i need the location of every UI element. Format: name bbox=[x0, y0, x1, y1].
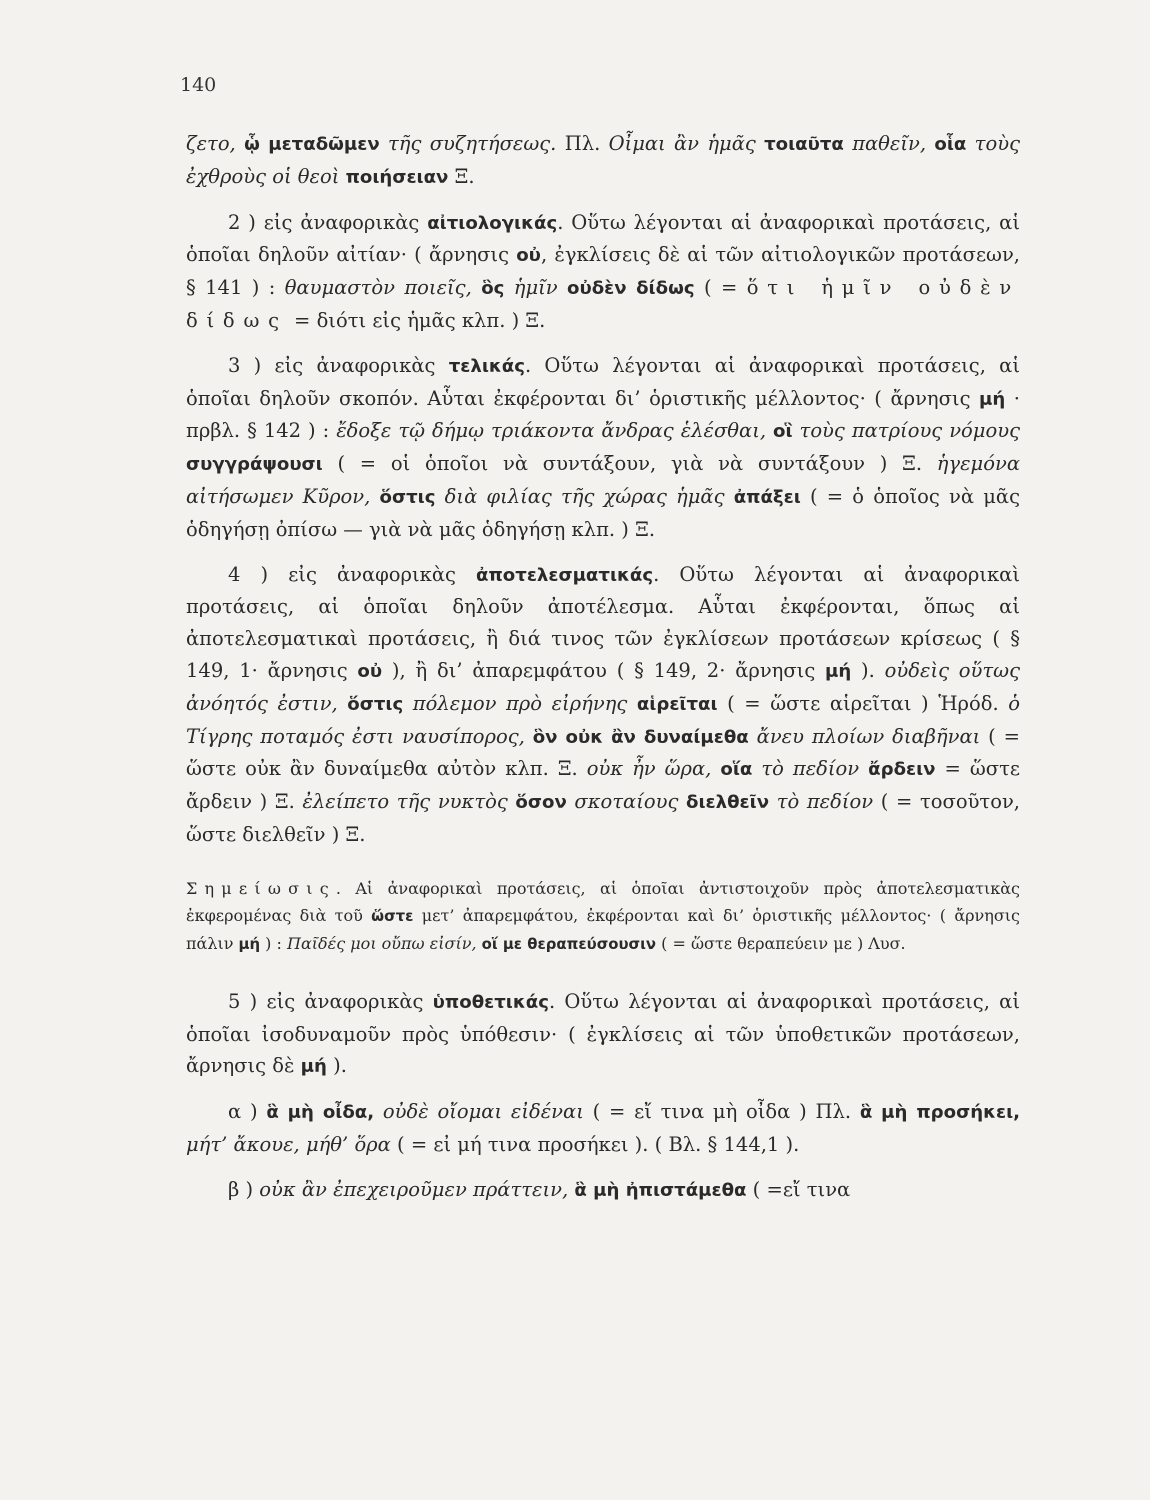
italic-example: οὐκ ἦν ὥρα, bbox=[586, 757, 721, 781]
italic-example: ἄνευ πλοίων διαβῆναι bbox=[748, 724, 989, 748]
text-run: μετ’ ἀπαρεμφάτου, ἐκφέρονται καὶ δι’ ὁριστικῆς μέλλοντος· ( ἄρνησις πάλιν bbox=[186, 905, 1020, 953]
bold-term: μή bbox=[825, 660, 852, 682]
italic-example: Παῖδές μοι οὔπω εἰσίν, bbox=[286, 933, 482, 953]
text-run: 2 ) εἰς ἀναφορικὰς bbox=[228, 210, 428, 234]
bold-term: ὅσον bbox=[515, 792, 567, 814]
bold-term: οἵα bbox=[720, 759, 753, 781]
bold-term: ὑποθετικάς bbox=[432, 991, 549, 1013]
text-run: ( = εἴ τινα μὴ οἶδα ) Πλ. bbox=[592, 1100, 860, 1124]
italic-example: τοὺς ἐχθροὺς οἱ θεοὶ bbox=[186, 132, 1020, 188]
bold-term: τοιαῦτα bbox=[764, 134, 844, 155]
bold-term: ἃ μὴ οἶδα, bbox=[266, 1102, 375, 1124]
text-run: . Οὕτω λέγονται αἱ ἀναφορικαὶ προτάσεις, αἱ ὁποῖαι ἰσοδυναμοῦν πρὸς ὑπόθεσιν· ( ἐγκλίσεις αἱ τῶν ὑποθετικῶν προτάσεων, ἄρνησις δὲ bbox=[186, 989, 1020, 1078]
text-run: ( = ὥστε οὐκ ἂν δυναίμεθα αὐτὸν κλπ. Ξ. bbox=[186, 724, 1020, 781]
italic-example: οὐκ ἂν ἐπεχειροῦμεν πράττειν, bbox=[259, 1177, 575, 1201]
text-run: 4 ) εἰς ἀναφορικὰς bbox=[228, 562, 477, 586]
text-run: ( = ὥστε αἱρεῖται ) Ἡρόδ. bbox=[717, 691, 1009, 715]
bold-term: διελθεῖν bbox=[686, 792, 770, 814]
text-run: ( =εἴ τινα bbox=[746, 1177, 851, 1201]
italic-example: ἐλείπετο τῆς νυκτὸς bbox=[302, 790, 516, 814]
paragraph bbox=[186, 128, 1020, 194]
text-run: Πλ. bbox=[564, 132, 609, 155]
bold-term: ἃ μὴ ἠπιστάμεθα bbox=[574, 1179, 747, 1201]
bold-term: ᾧ μεταδῶμεν bbox=[244, 134, 380, 155]
text-run: ), ἢ δι’ ἀπαρεμφάτου ( § 149, 2· ἄρνησις bbox=[382, 658, 826, 682]
text-run: ( = εἰ μή τινα προσήκει ). ( Βλ. § 144,1 ). bbox=[397, 1132, 800, 1156]
bold-term: μή bbox=[300, 1056, 327, 1078]
italic-example: ἔδοξε τῷ δήμῳ τριάκοντα ἄνδρας ἑλέσθαι, bbox=[336, 419, 774, 443]
text-run: β ) bbox=[228, 1177, 260, 1201]
text-run: Ξ. bbox=[448, 164, 475, 188]
italic-example: ἡμῖν bbox=[504, 276, 568, 300]
italic-example: τὸ πεδίον bbox=[752, 757, 869, 781]
bold-term: αἱρεῖται bbox=[636, 693, 718, 715]
text-run: ὅτι ἡμῖν οὐδὲν δίδως bbox=[186, 276, 1020, 332]
text-run: ( = ὥστε θεραπεύειν με ) Λυσ. bbox=[656, 933, 906, 953]
bold-term: ὅστις bbox=[347, 693, 404, 715]
text-run: . Οὕτω λέγονται αἱ ἀναφορικαὶ προτάσεις, αἱ ὁποῖαι δηλοῦν ἀποτέλεσμα. Αὗται ἐκφέρονται, ὅπως αἱ ἀποτελεσματικαὶ προτάσεις, ἢ διά τινος τῶν ἐγκλίσεων προτάσεων κρίσεως ( § 149, 1· ἄρνησις bbox=[186, 562, 1020, 682]
bold-term: οὐδὲν δίδως bbox=[567, 278, 695, 300]
bold-term: ὃν οὐκ ἂν δυναίμεθα bbox=[532, 726, 749, 748]
italic-example: διὰ φιλίας τῆς χώρας ἡμᾶς bbox=[435, 484, 734, 508]
text-column bbox=[186, 128, 1020, 1220]
bold-term: ἃ μὴ προσήκει, bbox=[859, 1102, 1021, 1124]
italic-example: τοὺς πατρίους νόμους bbox=[792, 419, 1020, 443]
italic-example: σκοταίους bbox=[566, 790, 687, 814]
bold-term: ὥστε bbox=[371, 906, 414, 925]
italic-example: Οἶμαι ἂν ἡμᾶς bbox=[608, 132, 765, 155]
italic-example: οὐδεὶς οὕτως ἀνόητός ἐστιν, bbox=[186, 658, 1021, 715]
bold-term: ποιήσειαν bbox=[345, 166, 449, 188]
bold-term: ὅστις bbox=[379, 486, 436, 508]
text-run: ). bbox=[851, 658, 885, 682]
paragraph bbox=[186, 350, 1020, 546]
bold-term: ἀποτελεσματικάς bbox=[476, 564, 654, 586]
text-run: . Οὕτω λέγονται αἱ ἀναφορικαὶ προτάσεις, αἱ ὁποῖαι δηλοῦν σκοπόν. Αὗται ἐκφέρονται δι’ ὁριστικῆς μέλλοντος· ( ἄρνησις bbox=[186, 353, 1020, 410]
italic-example: τῆς συζητήσεως. bbox=[379, 132, 565, 155]
text-run: . Αἱ ἀναφορικαὶ προτάσεις, αἱ ὁποῖαι ἀντιστοιχοῦν πρὸς ἀποτελεσματικὰς ἐκφερομένας διὰ τοῦ bbox=[186, 878, 1020, 925]
paragraph bbox=[186, 1174, 1020, 1207]
paragraph bbox=[186, 1096, 1020, 1161]
italic-example: ὁ Τίγρης ποταμός ἐστι ναυσίπορος, bbox=[186, 691, 1020, 748]
italic-example: παθεῖν, bbox=[843, 132, 935, 155]
bold-term: ἄρδειν bbox=[868, 759, 936, 781]
text-run: ) : bbox=[260, 933, 287, 953]
bold-term: οἳ bbox=[773, 421, 793, 443]
bold-term: ὃς bbox=[481, 278, 505, 300]
italic-example: μήτ’ ἄκουε, μήθ’ ὅρα bbox=[186, 1132, 398, 1156]
text-run: ( = ὁ ὁποῖος νὰ μᾶς ὁδηγήσῃ ὀπίσω — γιὰ νὰ μᾶς ὁδηγήσῃ κλπ. ) Ξ. bbox=[186, 484, 1020, 541]
bold-term: οἷα bbox=[934, 134, 967, 155]
italic-example: πόλεμον πρὸ εἰρήνης bbox=[403, 691, 637, 715]
text-run: . Οὕτω λέγονται αἱ ἀναφορικαὶ προτάσεις, αἱ ὁποῖαι δηλοῦν αἰτίαν· ( ἄρνησις bbox=[186, 210, 1020, 267]
text-run: 5 ) εἰς ἀναφορικὰς bbox=[228, 989, 433, 1013]
italic-example: θαυμαστὸν ποιεῖς, bbox=[284, 276, 482, 300]
text-run: ( = τοσοῦτον, ὥστε διελθεῖν ) Ξ. bbox=[186, 790, 1020, 846]
text-run: · πρβλ. § 142 ) : bbox=[186, 386, 1020, 443]
text-run: ). bbox=[326, 1054, 347, 1078]
text-run: ( = οἱ ὁποῖοι νὰ συντάξουν, γιὰ νὰ συντάξουν ) Ξ. bbox=[322, 452, 937, 476]
text-run: 3 ) εἰς ἀναφορικὰς bbox=[228, 353, 449, 377]
paragraph bbox=[186, 207, 1020, 337]
italic-example: ζετο, bbox=[186, 132, 245, 155]
text-run: , ἐγκλίσεις δὲ αἱ τῶν αἰτιολογικῶν προτάσεων, § 141 ) : bbox=[186, 243, 1020, 300]
page-number: 140 bbox=[180, 74, 217, 96]
italic-example: τὸ πεδίον bbox=[769, 790, 881, 814]
paragraph bbox=[186, 986, 1020, 1083]
bold-term: ἀπάξει bbox=[733, 486, 801, 508]
text-run: = διότι εἰς ἡμᾶς κλπ. ) Ξ. bbox=[287, 308, 546, 332]
text-run: α ) bbox=[228, 1100, 267, 1124]
note-paragraph bbox=[186, 875, 1020, 958]
bold-term: οὐ bbox=[357, 660, 383, 682]
bold-term: οἵ με θεραπεύσουσιν bbox=[481, 934, 657, 953]
italic-example: οὐδὲ οἴομαι εἰδέναι bbox=[374, 1100, 593, 1124]
italic-example: ἡγεμόνα αἰτήσωμεν Κῦρον, bbox=[186, 452, 1020, 508]
bold-term: αἰτιολογικάς bbox=[427, 212, 558, 234]
bold-term: τελικάς bbox=[448, 355, 525, 377]
text-run: = ὥστε ἄρδειν ) Ξ. bbox=[186, 757, 1020, 814]
text-run: ( = bbox=[694, 276, 747, 300]
bold-term: συγγράψουσι bbox=[186, 454, 323, 476]
bold-term: μή bbox=[979, 388, 1006, 410]
text-run: Σημείωσις bbox=[186, 878, 336, 898]
bold-term: μή bbox=[238, 934, 261, 953]
paragraph bbox=[186, 559, 1020, 851]
bold-term: οὐ bbox=[516, 245, 541, 267]
